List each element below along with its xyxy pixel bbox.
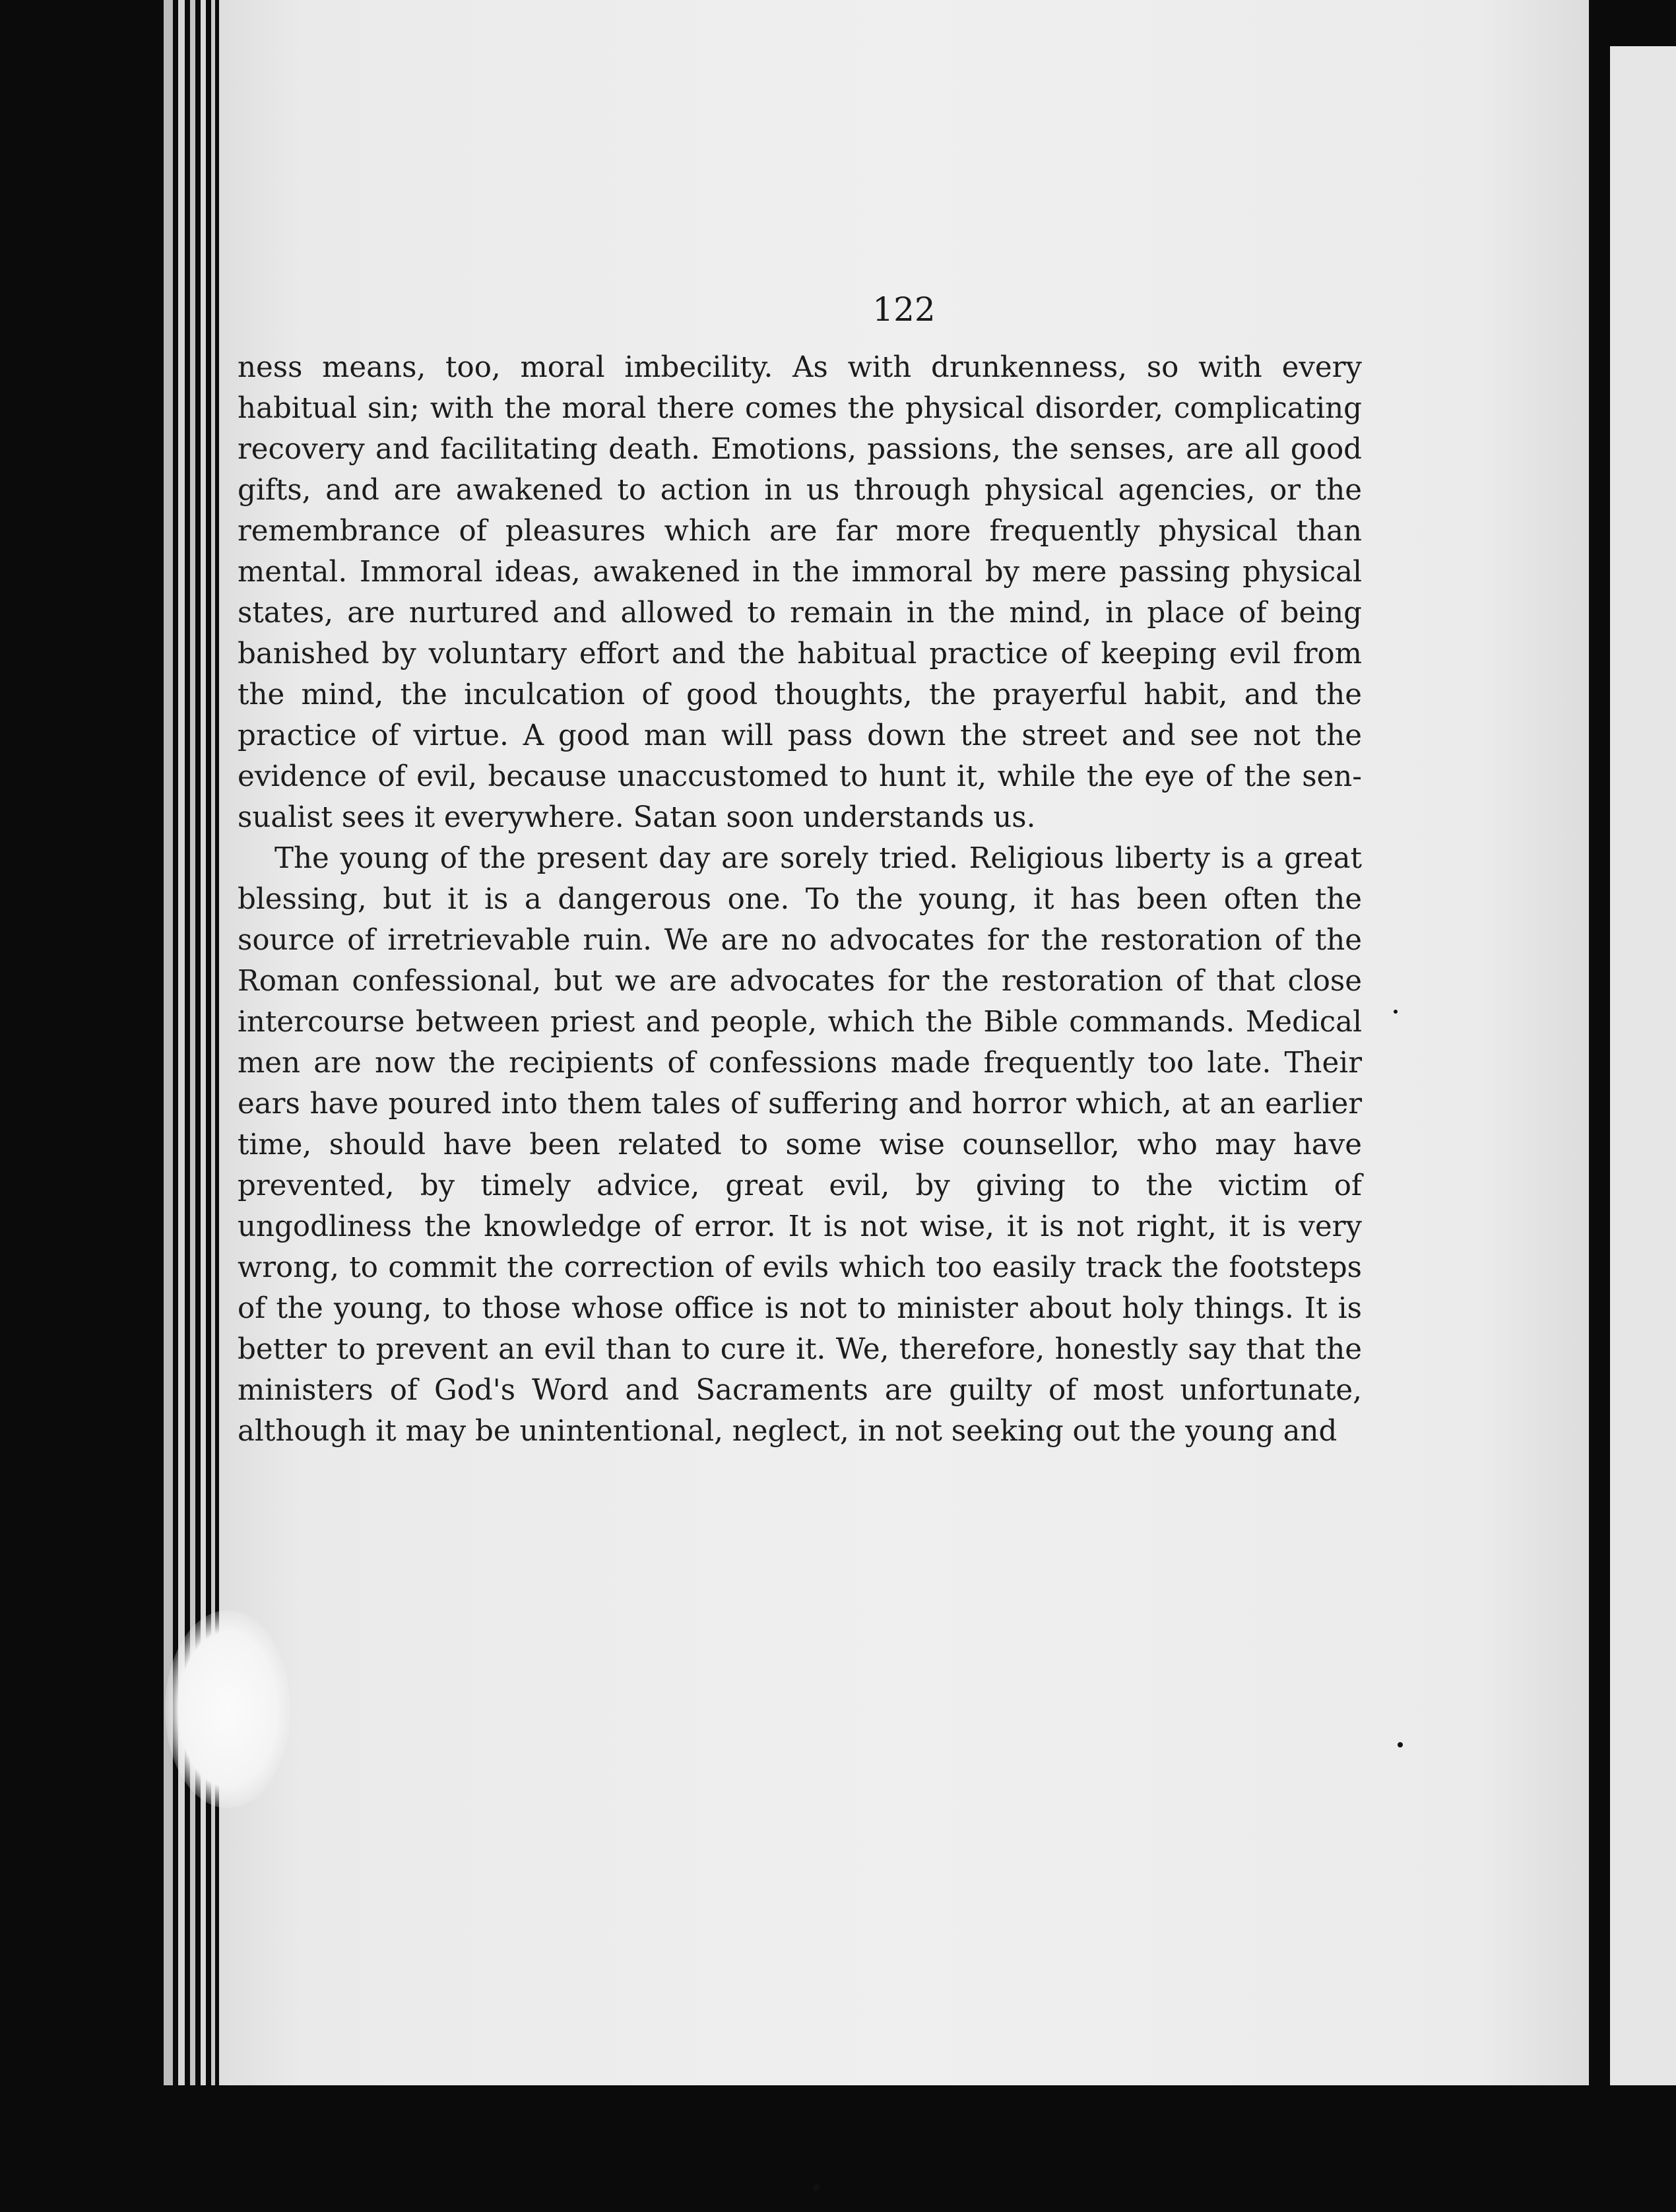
page-edge [211,0,215,2212]
page-edge [164,0,173,2212]
body-text [238,347,1362,1452]
paragraph: The young of the present day are sorely tried. Religious liberty is a great blessing, but it is a dangerous one. To the young, it has been often the source of irretrievable ruin. We are no advocates for the restoration of the Roman confessional, but we are advocates for the restoration of that close intercourse between priest and people, which the Bible commands. Medical men are now the recipients of confessions made frequently too late. Their ears have poured into them tales of suffering and horror which, at an earlier time, should have been related to some wise counsellor, who may have prevented, by timely advice, great evil, by giving to the victim of ungodliness the knowledge of error. It is not wise, it is not right, it is very wrong, to commit the correction of evils which too easily track the footsteps of the young, to those whose office is not to minister about holy things. It is better to prevent an evil than to cure it. We, therefore, honestly say that the ministers of God's Word and Sacraments are guilty of most unfortunate, although it may be unintentional, neglect, in not seeking out the young and [238,842,1362,1448]
paragraph-continued: ness means, too, moral imbecility. As with drunkenness, so with every habitual sin; with the moral there comes the physical disorder, complicating recovery and facilitating death. Emotions, passions, the senses, are all good gifts, and are awakened to action in us through physical agencies, or the remembrance of pleasures which are far more frequently physical than mental. Immoral ideas, awakened in the immoral by mere passing physical states, are nurtured and allowed to remain in the mind, in place of being banished by voluntary effort and the habitual practice of keeping evil from the mind, the inculcation of good thoughts, the prayerful habit, and the practice of virtue. A good man will pass down the street and see not the evidence of evil, because unaccustomed to hunt it, while the eye of the sensualist sees it everywhere. Satan soon understands us. [238,351,1362,834]
dust-speck [1398,1742,1403,1747]
page-edge [201,0,206,2212]
dust-speck [1394,1010,1398,1014]
facing-page-edge [1610,46,1676,2212]
scan-border [158,2085,1676,2212]
page-edge [190,0,195,2212]
dust-speck [813,2184,820,2191]
paper-smudge [165,1610,290,1808]
page-edge [178,0,185,2212]
page-number: 122 [872,290,936,329]
gutter-shadow [1589,0,1610,2212]
